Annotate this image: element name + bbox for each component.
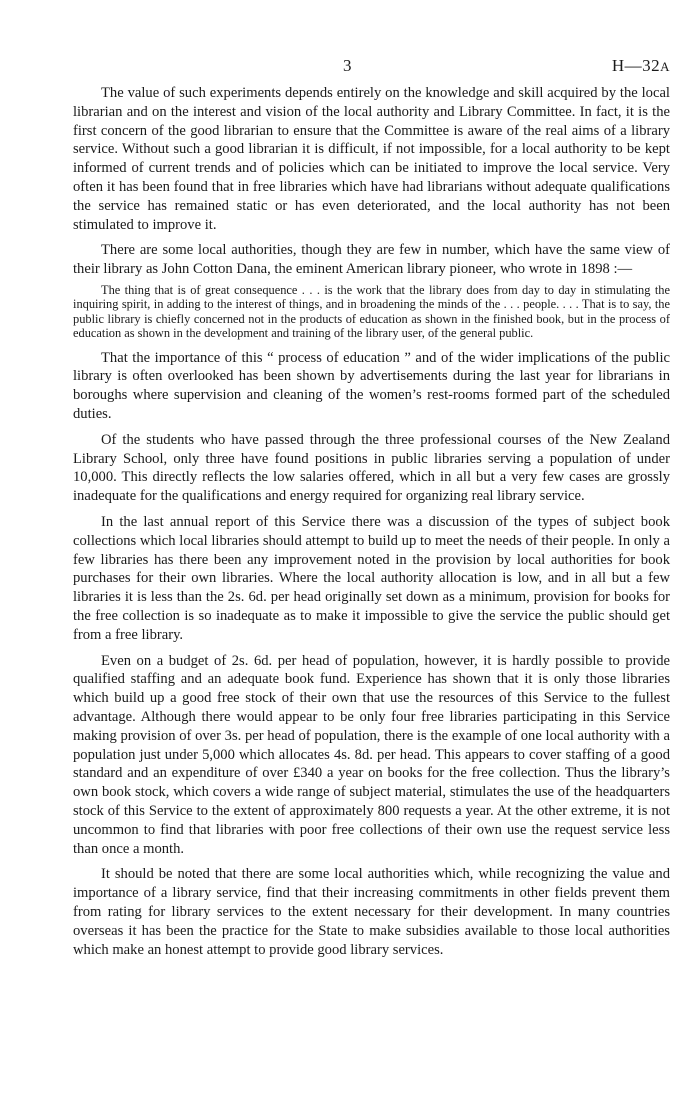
page-header <box>73 56 670 84</box>
paragraph-state-subsidies: It should be noted that there are some local authorities which, while recognizing the value and importance of a library service, find that their increasing commitments in other fields prevent them from rating for library services to the extent necessary for their development. In many countries overseas it has been the practice for the State to make subsidies available to those local authorities which make an honest attempt to provide good library services. <box>73 866 670 958</box>
paragraph-dana-intro: There are some local authorities, though they are few in number, which have the same view of their library as John Cotton Dana, the eminent American library pioneer, who wrote in 1898 :— <box>73 242 670 278</box>
document-reference <box>612 56 670 76</box>
paragraph-library-school: Of the students who have passed through the three professional courses of the New Zealand Library School, only three have found positions in public libraries serving a population of under 10,000. This directly reflects the low salaries offered, which in all but a very few cases are grossly inadequate for the qualifications and energy required for organizing real library service. <box>73 431 670 505</box>
document-reference-suffix: A <box>660 59 670 74</box>
page-number: 3 <box>343 56 352 75</box>
paragraph-librarian-skill: The value of such experiments depends entirely on the knowledge and skill acquired by the local librarian and on the interest and vision of the local authority and Library Committee. In fact, it is the first concern of the good librarian to ensure that the Committee is aware of the real aims of a library service. Without such a good librarian it is difficult, if not impossible, for a local authority to be kept informed of current trends and of policies which can be initiated to improve the local service. Very often it has been found that in free libraries which have had librarians without adequate qualifications the service has remained static or has even deteriorated, and the local authority has not been stimulated to improve it. <box>73 85 670 233</box>
paragraph-book-collections: In the last annual report of this Service there was a discussion of the types of subject book collections which local libraries should attempt to build up to meet the needs of their people. In only a few libraries has there been any improvement noted in the provision by local authorities for book purchases for their own libraries. Where the local authority allocation is low, and in all but a few libraries it is less than the 2s. 6d. per head originally set down as a minimum, provision for books for the free collection is so inadequate as to make it impossible to give the service the public should get from a free library. <box>73 513 670 643</box>
paragraph-process-of-education: That the importance of this “ process of education ” and of the wider implications of the public library is often overlooked has been shown by advertisements during the last year for librarians in boroughs where supervision and cleaning of the women’s rest-rooms formed part of the scheduled duties. <box>73 349 670 422</box>
dana-quotation: The thing that is of great consequence . . . is the work that the library does from day to day in stimulating the inquiring spirit, in adding to the interest of things, and in broadening the minds of the . . . people. . . . That is to say, the public library is chiefly concerned not in the products of education as shown in the finished book, but in the process of education as shown in the development and training of the library user, of the general public. <box>73 282 670 341</box>
document-reference-code: H—32 <box>611 56 661 75</box>
paragraph-budget: Even on a budget of 2s. 6d. per head of population, however, it is hardly possible to provide qualified staffing and an adequate book fund. Experience has shown that it is only those libraries which build up a good free stock of their own that use the resources of this Service to the fullest advantage. Although there would appear to be only four free libraries participating in this Service making provision of over 3s. per head of population, there is the example of one local authority with a population just under 5,000 which allocates 4s. 8d. per head. This appears to cover staffing of a good standard and an expenditure of over £340 a year on books for the free collection. Thus the library’s own book stock, which covers a wide range of subject material, stimulates the use of the headquarters stock of this Service to the extent of approximately 800 requests a year. At the other extreme, it is not uncommon to find that libraries with poor free collections of their own use the request service less than once a month. <box>73 652 670 857</box>
document-page <box>73 56 670 966</box>
